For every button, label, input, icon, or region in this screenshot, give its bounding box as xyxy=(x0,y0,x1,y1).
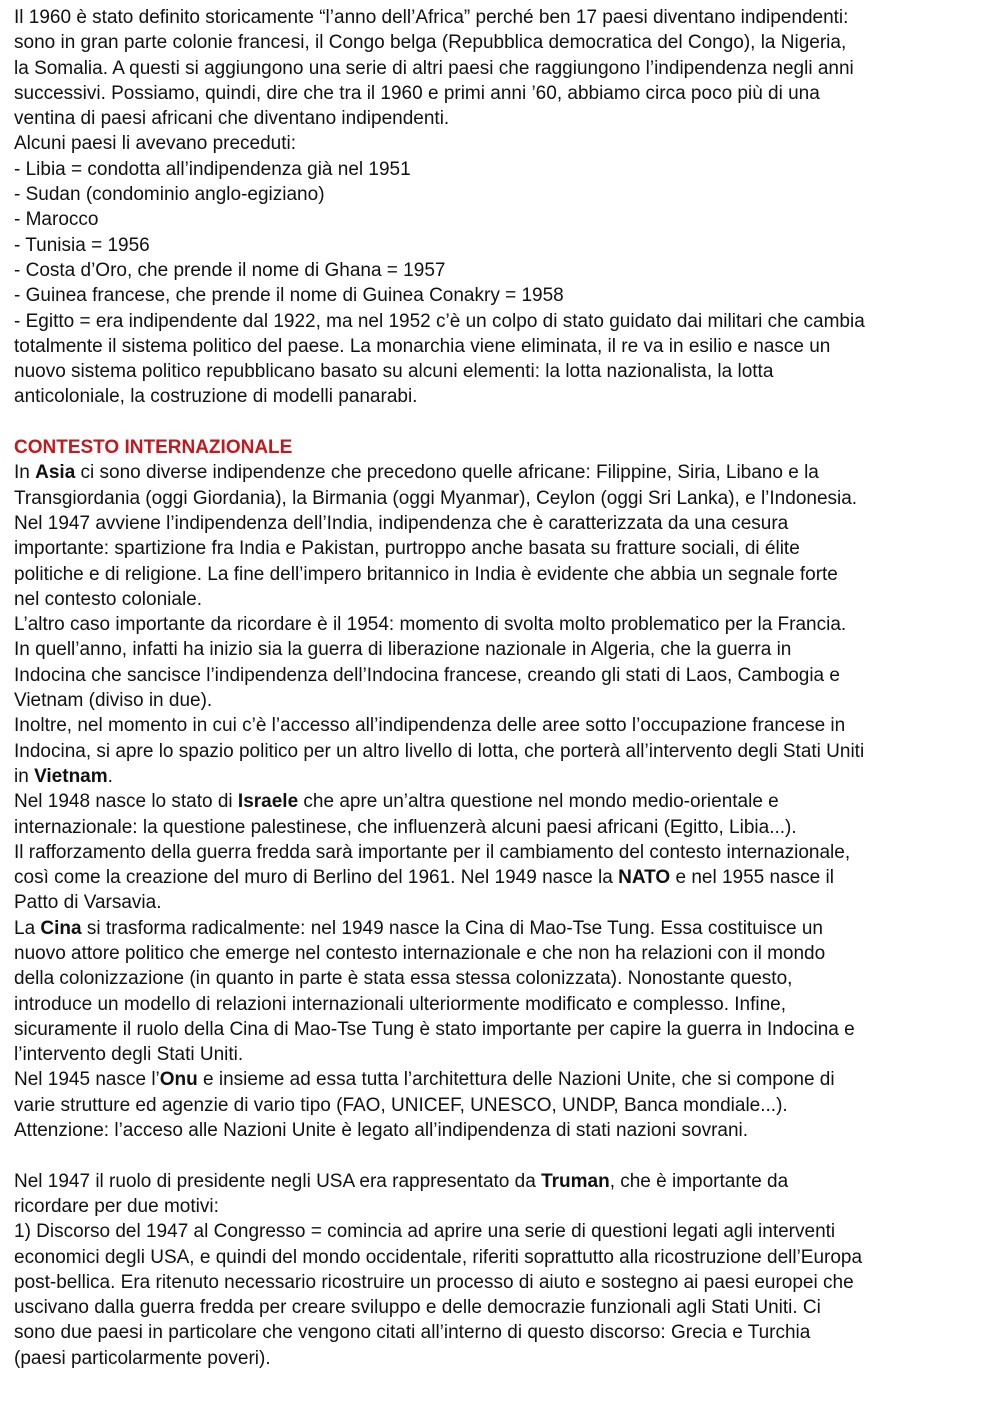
keyword-asia: Asia xyxy=(35,462,76,484)
spacer xyxy=(14,1143,1000,1168)
paragraph-cina: La Cina si trasforma radicalmente: nel 1949 nasce la Cina di Mao-Tse Tung. Essa costituisce un nuovo attore politico che emerge nel contesto internazionale e che non ha relazioni con il mondo della colonizzazione (in quanto in parte è stata essa stessa colonizzata). Nonostante questo, introduce un modello di relazioni internazionali ulteriormente modificato e complesso. Infine, sicuramente il ruolo della Cina di Mao-Tse Tung è stato importante per capire la guerra in Indocina e l’intervento degli Stati Uniti. xyxy=(14,917,855,1066)
list-item-tunisia: - Tunisia = 1956 xyxy=(14,234,150,256)
list-item-ghana: - Costa d’Oro, che prende il nome di Ghana = 1957 xyxy=(14,259,446,281)
keyword-cina: Cina xyxy=(40,917,82,939)
paragraph-vietnam: Inoltre, nel momento in cui c’è l’accesso all’indipendenza delle aree sotto l’occupazione francese in Indocina, si apre lo spazio politico per un altro livello di lotta, che porterà all’intervento degli Stati Uniti in Vietnam. xyxy=(14,715,865,787)
keyword-truman: Truman xyxy=(541,1170,610,1192)
keyword-vietnam: Vietnam xyxy=(34,765,108,787)
list-item-guinea: - Guinea francese, che prende il nome di Guinea Conakry = 1958 xyxy=(14,285,564,307)
paragraph-francia: L’altro caso importante da ricordare è il 1954: momento di svolta molto problematico per la Francia. In quell’anno, infatti ha inizio sia la guerra di liberazione nazionale in Algeria, che la guerra in Indocina che sancisce l’indipendenza dell’Indocina francese, creando gli stati di Laos, Cambogia e Vietnam (diviso in due). xyxy=(14,614,847,712)
paragraph-asia: In Asia ci sono diverse indipendenze che precedono quelle africane: Filippine, Siria, Libano e la Transgiordania (oggi Giordania), la Birmania (oggi Myanmar), Ceylon (oggi Sri Lanka), e l’Indonesia. xyxy=(14,462,858,509)
paragraph-discorso-1947: 1) Discorso del 1947 al Congresso = comincia ad aprire una serie di questioni legati agli interventi economici degli USA, e quindi del mondo occidentale, riferiti soprattutto alla ricostruzione dell’Europa post-bellica. Era ritenuto necessario ricostruire un processo di aiuto e sostegno ai paesi europei che uscivano dalla guerra fredda per creare sviluppo e delle democrazie funzionali agli Stati Uniti. Ci sono due paesi in particolare che vengono citati all’interno di questo discorso: Grecia e Turchia (paesi particolarmente poveri). xyxy=(14,1221,863,1369)
paragraph-attenzione: Attenzione: l’acceso alle Nazioni Unite è legato all’indipendenza di stati nazioni sovrani. xyxy=(14,1120,749,1142)
paragraph-truman: Nel 1947 il ruolo di presidente negli USA era rappresentato da Truman, che è importante da ricordare per due motivi: xyxy=(14,1170,789,1217)
intro-paragraph: Il 1960 è stato definito storicamente “l’anno dell’Africa” perché ben 17 paesi diventano indipendenti: sono in gran parte colonie francesi, il Congo belga (Repubblica democratica del Congo), la Nigeria, la Somalia. A questi si aggiungono una serie di altri paesi che raggiungono l’indipendenza negli anni successivi. Possiamo, quindi, dire che tra il 1960 e primi anni ’60, abbiamo circa poco più di una ventina di paesi africani che diventano indipendenti. xyxy=(14,7,854,130)
keyword-israele: Israele xyxy=(237,791,299,813)
paragraph-onu: Nel 1945 nasce l’Onu e insieme ad essa tutta l’architettura delle Nazioni Unite, che si compone di varie strutture ed agenzie di vario tipo (FAO, UNICEF, UNESCO, UNDP, Banca mondiale...). xyxy=(14,1069,835,1116)
paragraph-nato: Il rafforzamento della guerra fredda sarà importante per il cambiamento del contesto internazionale, così come la creazione del muro di Berlino del 1961. Nel 1949 nasce la NATO e nel 1955 nasce il Patto di Varsavia. xyxy=(14,841,851,914)
paragraph-india: Nel 1947 avviene l’indipendenza dell’India, indipendenza che è caratterizzata da una cesura importante: spartizione fra India e Pakistan, purtroppo anche basata su fratture sociali, di élite politiche e di religione. La fine dell’impero britannico in India è evidente che abbia un segnale forte nel contesto coloniale. xyxy=(14,512,838,610)
spacer xyxy=(14,410,1000,435)
keyword-onu: Onu xyxy=(159,1069,198,1091)
list-item-libia: - Libia = condotta all’indipendenza già nel 1951 xyxy=(14,158,411,180)
intro-list-lead: Alcuni paesi li avevano preceduti: xyxy=(14,133,297,155)
list-item-marocco: - Marocco xyxy=(14,209,99,231)
list-item-sudan: - Sudan (condominio anglo-egiziano) xyxy=(14,184,325,206)
paragraph-israele: Nel 1948 nasce lo stato di Israele che apre un’altra questione nel mondo medio-orientale e internazionale: la questione palestinese, che influenzerà alcuni paesi africani (Egitto, Libia...). xyxy=(14,791,797,838)
keyword-nato: NATO xyxy=(618,867,671,889)
section-heading: CONTESTO INTERNAZIONALE xyxy=(14,437,293,459)
list-item-egitto: - Egitto = era indipendente dal 1922, ma nel 1952 c’è un colpo di stato guidato dai militari che cambia totalmente il sistema politico del paese. La monarchia viene eliminata, il re va in esilio e nasce un nuovo sistema politico repubblicano basato su alcuni elementi: la lotta nazionalista, la lotta anticoloniale, la costruzione di modelli panarabi. xyxy=(14,310,865,408)
